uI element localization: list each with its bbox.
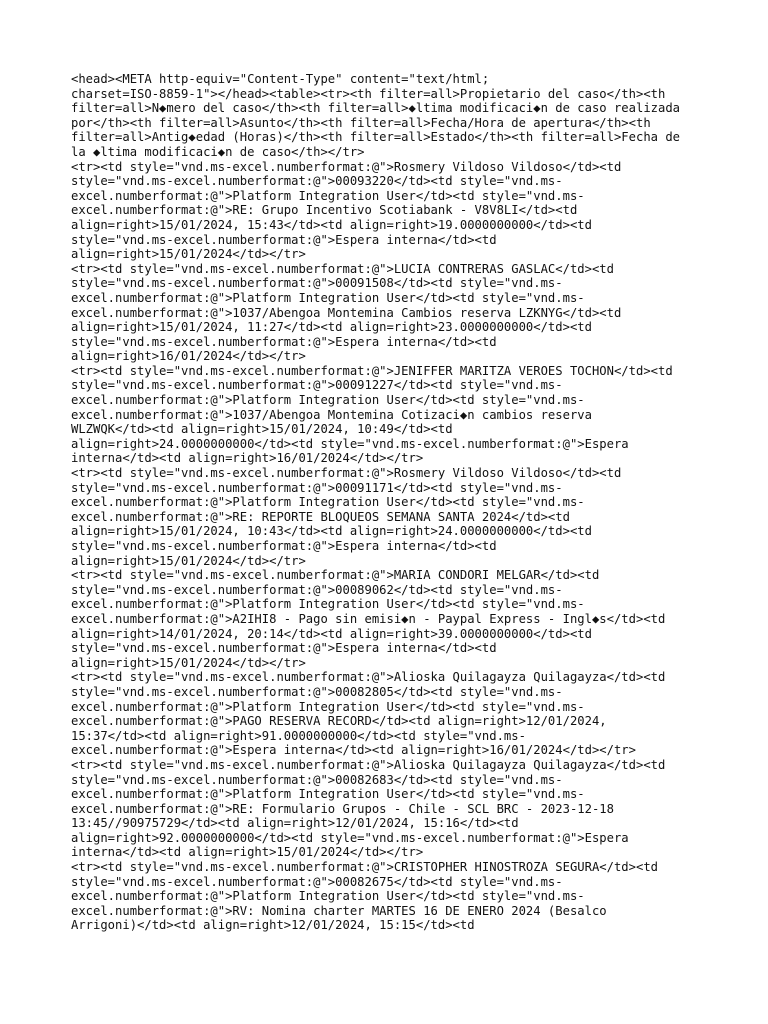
- source-line: <tr><td style="vnd.ms-excel.numberformat:@">LUCIA CONTRERAS GASLAC</td><td: [71, 261, 614, 276]
- source-line: align=right>15/01/2024</td></tr>: [71, 655, 306, 670]
- source-line: <tr><td style="vnd.ms-excel.numberformat:@">Rosmery Vildoso Vildoso</td><td: [71, 159, 622, 174]
- source-line: excel.numberformat:@">Espera interna</td><td align=right>16/01/2024</td></tr>: [71, 743, 636, 758]
- source-line: excel.numberformat:@">Platform Integration User</td><td style="vnd.ms-: [71, 495, 585, 510]
- source-line: <head><META http-equiv="Content-Type" content="text/html;: [71, 72, 490, 86]
- source-line: style="vnd.ms-excel.numberformat:@">00093220</td><td style="vnd.ms-: [71, 174, 563, 189]
- source-line: la ◆ltima modificaci◆n de caso</th></tr>: [71, 144, 365, 159]
- source-line: style="vnd.ms-excel.numberformat:@">Espera interna</td><td: [71, 539, 497, 553]
- source-line: <tr><td style="vnd.ms-excel.numberformat:@">Alioska Quilagayza Quilagayza</td><td: [71, 670, 666, 685]
- source-line: style="vnd.ms-excel.numberformat:@">00082683</td><td style="vnd.ms-: [71, 772, 563, 787]
- source-line: <tr><td style="vnd.ms-excel.numberformat:@">MARIA CONDORI MELGAR</td><td: [71, 568, 600, 583]
- source-line: style="vnd.ms-excel.numberformat:@">00082805</td><td style="vnd.ms-: [71, 684, 563, 699]
- source-line: interna</td><td align=right>16/01/2024</td></tr>: [71, 451, 424, 466]
- source-line: interna</td><td align=right>15/01/2024</td></tr>: [71, 845, 424, 860]
- source-line: filter=all>N◆mero del caso</th><th filter=all>◆ltima modificaci◆n de caso realizada: [71, 101, 681, 116]
- source-line: align=right>15/01/2024</td></tr>: [71, 247, 306, 262]
- source-line: por</th><th filter=all>Asunto</th><th filter=all>Fecha/Hora de apertura</th><th: [71, 115, 651, 130]
- source-line: style="vnd.ms-excel.numberformat:@">00089062</td><td style="vnd.ms-: [71, 582, 563, 597]
- source-line: <tr><td style="vnd.ms-excel.numberformat:@">Alioska Quilagayza Quilagayza</td><td: [71, 757, 666, 772]
- source-line: align=right>15/01/2024, 10:43</td><td align=right>24.0000000000</td><td: [71, 524, 592, 539]
- source-line: excel.numberformat:@">Platform Integration User</td><td style="vnd.ms-: [71, 597, 585, 612]
- source-line: WLZWQK</td><td align=right>15/01/2024, 10:49</td><td: [71, 422, 453, 437]
- source-line: style="vnd.ms-excel.numberformat:@">00091227</td><td style="vnd.ms-: [71, 378, 563, 393]
- source-line: excel.numberformat:@">Platform Integration User</td><td style="vnd.ms-: [71, 393, 585, 408]
- source-line: excel.numberformat:@">Platform Integration User</td><td style="vnd.ms-: [71, 290, 585, 305]
- source-line: excel.numberformat:@">Platform Integration User</td><td style="vnd.ms-: [71, 889, 585, 904]
- source-line: excel.numberformat:@">RV: Nomina charter MARTES 16 DE ENERO 2024 (Besalco: [71, 903, 607, 918]
- source-line: 15:37</td><td align=right>91.0000000000</td><td style="vnd.ms-: [71, 728, 526, 743]
- source-line: excel.numberformat:@">RE: Formulario Grupos - Chile - SCL BRC - 2023-12-18: [71, 801, 614, 816]
- source-line: excel.numberformat:@">RE: REPORTE BLOQUEOS SEMANA SANTA 2024</td><td: [71, 509, 570, 524]
- source-line: excel.numberformat:@">RE: Grupo Incentivo Scotiabank - V8V8LI</td><td: [71, 203, 578, 218]
- html-source-text: [71, 72, 711, 933]
- source-line: align=right>24.0000000000</td><td style="vnd.ms-excel.numberformat:@">Espera: [71, 436, 629, 451]
- source-line: align=right>92.0000000000</td><td style="vnd.ms-excel.numberformat:@">Espera: [71, 830, 629, 845]
- source-line: charset=ISO-8859-1"></head><table><tr><th filter=all>Propietario del caso</th><th: [71, 86, 666, 101]
- source-line: style="vnd.ms-excel.numberformat:@">Espera interna</td><td: [71, 232, 497, 247]
- source-line: 13:45//90975729</td><td align=right>12/01/2024, 15:16</td><td: [71, 816, 519, 831]
- source-line: Arrigoni)</td><td align=right>12/01/2024, 15:15</td><td: [71, 918, 475, 933]
- source-line: align=right>14/01/2024, 20:14</td><td align=right>39.0000000000</td><td: [71, 626, 592, 641]
- source-line: excel.numberformat:@">Platform Integration User</td><td style="vnd.ms-: [71, 699, 585, 714]
- source-line: excel.numberformat:@">1037/Abengoa Montemina Cotizaci◆n cambios reserva: [71, 407, 592, 422]
- source-line: align=right>15/01/2024</td></tr>: [71, 553, 306, 568]
- source-line: style="vnd.ms-excel.numberformat:@">00082675</td><td style="vnd.ms-: [71, 874, 563, 889]
- source-line: excel.numberformat:@">Platform Integration User</td><td style="vnd.ms-: [71, 188, 585, 203]
- source-line: align=right>16/01/2024</td></tr>: [71, 349, 306, 364]
- source-line: excel.numberformat:@">1037/Abengoa Montemina Cambios reserva LZKNYG</td><td: [71, 305, 622, 320]
- source-line: excel.numberformat:@">Platform Integration User</td><td style="vnd.ms-: [71, 787, 585, 802]
- source-line: align=right>15/01/2024, 11:27</td><td align=right>23.0000000000</td><td: [71, 320, 592, 335]
- source-line: style="vnd.ms-excel.numberformat:@">Espera interna</td><td: [71, 641, 497, 656]
- source-line: style="vnd.ms-excel.numberformat:@">00091508</td><td style="vnd.ms-: [71, 276, 563, 291]
- source-line: excel.numberformat:@">A2IHI8 - Pago sin emisi◆n - Paypal Express - Ingl◆s</td><td: [71, 611, 666, 626]
- source-line: <tr><td style="vnd.ms-excel.numberformat:@">CRISTOPHER HINOSTROZA SEGURA</td><td: [71, 860, 658, 875]
- source-line: align=right>15/01/2024, 15:43</td><td align=right>19.0000000000</td><td: [71, 217, 592, 232]
- source-line: style="vnd.ms-excel.numberformat:@">00091171</td><td style="vnd.ms-: [71, 480, 563, 495]
- source-line: <tr><td style="vnd.ms-excel.numberformat:@">JENIFFER MARITZA VEROES TOCHON</td><td: [71, 363, 673, 378]
- source-line: <tr><td style="vnd.ms-excel.numberformat:@">Rosmery Vildoso Vildoso</td><td: [71, 466, 622, 481]
- source-line: filter=all>Antig◆edad (Horas)</th><th filter=all>Estado</th><th filter=all>Fecha de: [71, 130, 681, 145]
- source-line: style="vnd.ms-excel.numberformat:@">Espera interna</td><td: [71, 334, 497, 349]
- source-line: excel.numberformat:@">PAGO RESERVA RECORD</td><td align=right>12/01/2024,: [71, 714, 607, 729]
